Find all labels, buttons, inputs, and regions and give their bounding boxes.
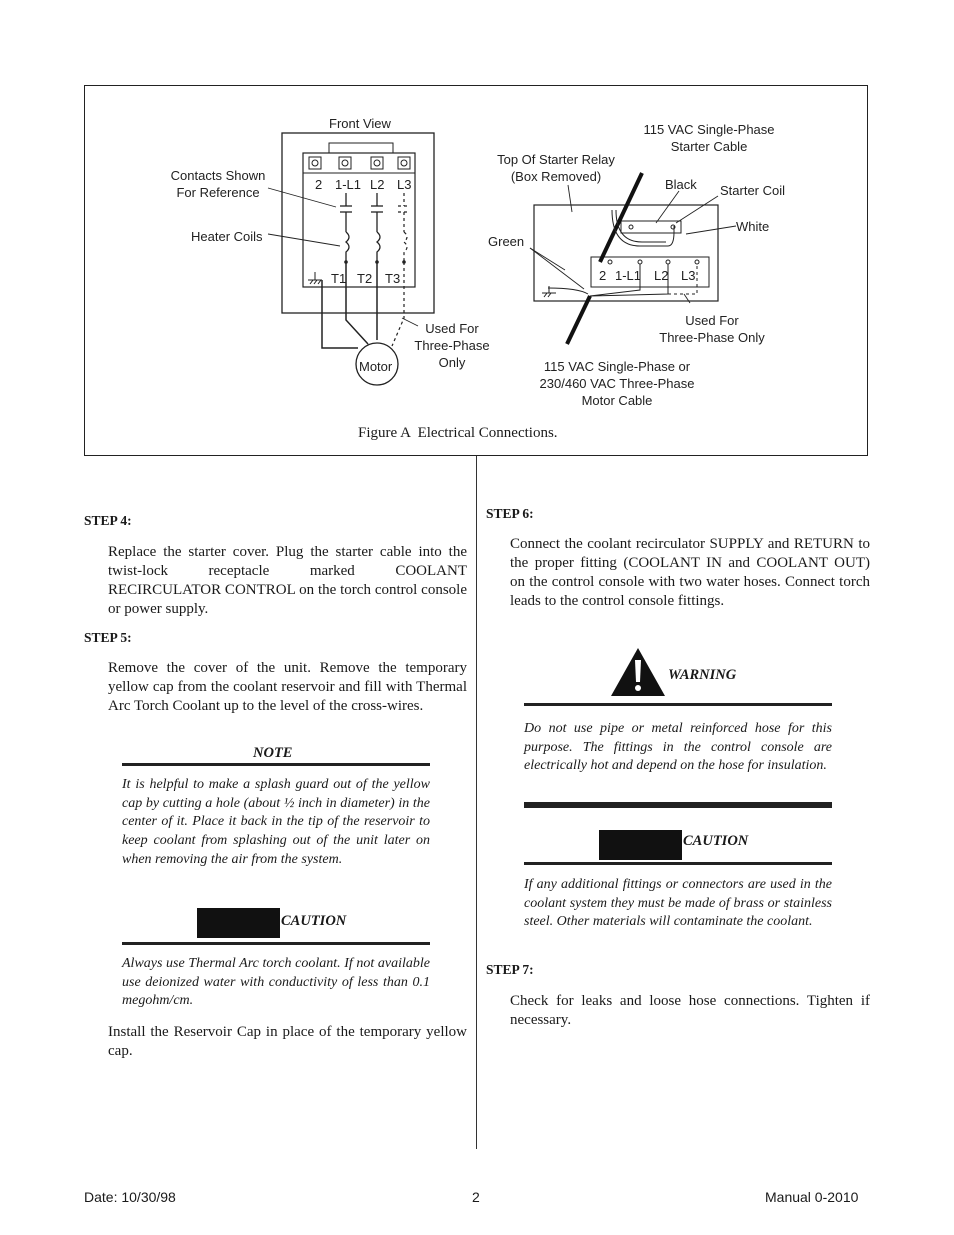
step4-text: Replace the starter cover. Plug the starter cable into the twist-lock receptacle marked COOLANT RECIRCULATOR CONTROL on the torch control console or power supply. xyxy=(108,544,467,617)
contacts-label-line2: For Reference xyxy=(176,185,260,200)
relay-terminal-l2-label: L2 xyxy=(654,268,669,283)
caution-symbol-right xyxy=(599,830,682,860)
step7-text: Check for leaks and loose hose connections. Tighten if necessary. xyxy=(510,993,870,1028)
step4-heading: STEP 4: xyxy=(84,513,132,528)
starter-coil-label: Starter Coil xyxy=(720,183,786,198)
terminal-l2-label: L2 xyxy=(370,177,385,192)
footer-manual: Manual 0-2010 xyxy=(765,1189,859,1205)
note-text: It is helpful to make a splash guard out of the yellow cap by cutting a hole (about ½ inch in diameter) in the center of it. Place it back in the tip of the reservoir to keep coolant from splashing out of the unit later on when removing the air from the system. xyxy=(122,777,430,867)
top-relay-label xyxy=(488,151,624,185)
terminal-t3-label: T3 xyxy=(385,271,401,286)
contacts-label-line1: Contacts Shown xyxy=(170,168,266,183)
terminal-t1-label: T1 xyxy=(331,271,347,286)
caution-symbol xyxy=(197,908,280,938)
used-for-left-label xyxy=(406,320,498,371)
top-relay-line2: (Box Removed) xyxy=(510,169,602,184)
green-label: Green xyxy=(488,234,525,249)
footer-date: Date: 10/30/98 xyxy=(84,1189,176,1205)
warning-rule-bottom xyxy=(524,802,832,808)
caution-rule-right xyxy=(524,862,832,865)
caution-label-right: CAUTION xyxy=(683,833,749,849)
motor-label: Motor xyxy=(359,359,393,374)
terminal-l3-label: L3 xyxy=(397,177,412,192)
heater-coils-label: Heater Coils xyxy=(191,229,263,244)
white-label: White xyxy=(736,219,770,234)
relay-terminal-2-label: 2 xyxy=(599,268,607,283)
figure-caption: Figure A Electrical Connections. xyxy=(358,425,558,441)
starter-cable-label xyxy=(632,121,786,155)
used-for-right-line2: Three-Phase Only xyxy=(659,330,765,345)
step7-heading: STEP 7: xyxy=(486,962,534,977)
caution-text-right: If any additional fittings or connectors are used in the coolant system they must be made of brass or stainless steel. Other materials will contaminate the coolant. xyxy=(524,877,832,930)
relay-terminal-1l1-label: 1-L1 xyxy=(615,268,642,283)
warning-icon xyxy=(609,646,667,698)
starter-cable-line2: Starter Cable xyxy=(670,139,748,154)
step5-text: Remove the cover of the unit. Remove the temporary yellow cap from the coolant reservoir and fill with Thermal Arc Torch Coolant up to the level of the cross-wires. xyxy=(108,660,467,714)
caution-text-left: Always use Thermal Arc torch coolant. If not available use deionized water with conductivity of less than 0.1 megohm/cm. xyxy=(122,956,430,1009)
contacts-label xyxy=(168,167,268,201)
step6-text: Connect the coolant recirculator SUPPLY and RETURN to the proper fitting (COOLANT IN and COOLANT OUT) on the control console with two water hoses. Connect torch leads to the control console fittings. xyxy=(510,536,870,609)
step5-heading: STEP 5: xyxy=(84,630,132,645)
column-divider xyxy=(476,456,477,1149)
used-for-right-label xyxy=(648,312,776,346)
used-for-right-line1: Used For xyxy=(685,313,739,328)
top-relay-line1: Top Of Starter Relay xyxy=(497,152,615,167)
electrical-diagram xyxy=(0,0,954,470)
terminal-1l1-label: 1-L1 xyxy=(335,177,362,192)
starter-cable-line1: 115 VAC Single-Phase xyxy=(643,122,775,137)
terminal-2-label: 2 xyxy=(315,177,323,192)
used-for-left-line1: Used For xyxy=(425,321,479,336)
caution-label-left: CAUTION xyxy=(281,913,347,929)
note-label: NOTE xyxy=(253,745,293,761)
motor-cable-line3: Motor Cable xyxy=(581,393,653,408)
terminal-screws xyxy=(309,157,410,169)
motor-cable-line2: 230/460 VAC Three-Phase xyxy=(539,376,695,391)
footer-page-number: 2 xyxy=(472,1189,480,1205)
terminal-t2-label: T2 xyxy=(357,271,373,286)
motor-cable-label xyxy=(526,358,708,409)
relay-terminal-l3-label: L3 xyxy=(681,268,696,283)
warning-label: WARNING xyxy=(668,667,737,683)
used-for-left-line2: Three-Phase xyxy=(414,338,490,353)
caution-rule-left xyxy=(122,942,430,945)
motor-cable-line1: 115 VAC Single-Phase or xyxy=(543,359,691,374)
black-label: Black xyxy=(665,177,697,192)
warning-text: Do not use pipe or metal reinforced hose for this purpose. The fittings in the control console are electrically hot and depend on the hose for insulation. xyxy=(524,721,832,774)
front-view-label: Front View xyxy=(329,116,391,131)
used-for-left-line3: Only xyxy=(438,355,466,370)
warning-rule-top xyxy=(524,703,832,706)
step6-heading: STEP 6: xyxy=(486,506,534,521)
note-rule xyxy=(122,763,430,766)
install-text: Install the Reservoir Cap in place of the temporary yellow cap. xyxy=(108,1024,467,1059)
